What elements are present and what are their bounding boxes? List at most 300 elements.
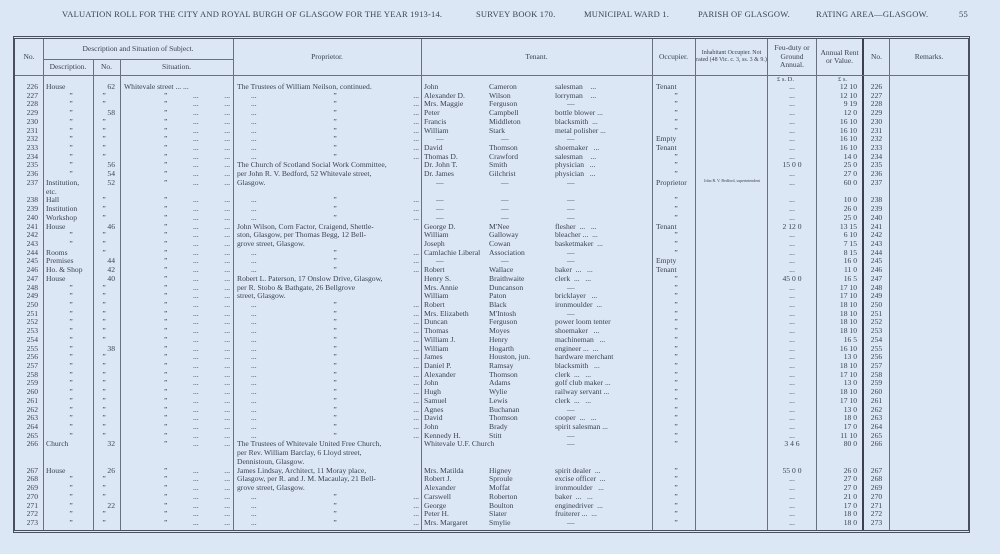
tenant-surname: —: [501, 195, 509, 205]
tenant-surname: Higney: [489, 465, 512, 475]
occupier: ”: [674, 195, 678, 205]
tenant-surname: Smylie: [489, 517, 511, 527]
tenant-first-name: John: [424, 82, 439, 91]
proprietor: [237, 205, 419, 214]
description: ”: [69, 352, 73, 362]
feu-duty: ...: [789, 352, 795, 362]
ellipsis: ...: [224, 509, 230, 519]
occupier: ”: [674, 517, 678, 527]
description: ”: [69, 422, 73, 432]
occupier: ”: [674, 116, 678, 126]
ellipsis: ...: [192, 256, 199, 266]
ditto-mark: ”: [333, 326, 337, 336]
house-number: ”: [102, 517, 106, 527]
row-no-right: 229: [870, 108, 883, 118]
tenant-surname: Thomson: [489, 413, 518, 423]
ditto-mark: ”: [333, 404, 337, 414]
row-no-right: 268: [870, 474, 883, 484]
row-no: 262: [26, 404, 38, 414]
tenant-first-name: William: [424, 230, 449, 240]
ditto-mark: ”: [164, 230, 168, 240]
proprietor: [237, 196, 419, 205]
ellipsis: ...: [192, 308, 199, 318]
description: ”: [69, 361, 73, 370]
row-no: 247: [26, 273, 38, 283]
ditto-mark: ”: [333, 90, 337, 100]
tenant-surname: Stark: [489, 125, 506, 135]
situation: [124, 318, 230, 327]
row-no-right: 270: [870, 491, 883, 501]
occupier: Tenant: [656, 221, 677, 231]
house-number: ”: [102, 474, 106, 484]
feu-duty: ...: [789, 308, 795, 318]
feu-duty: ...: [789, 212, 795, 222]
ellipsis: ...: [413, 491, 419, 501]
proprietor: grove street, Glasgow.: [237, 238, 305, 248]
situation: [124, 118, 230, 127]
feu-duty: ...: [789, 317, 795, 327]
tenant-first-name: Peter H.: [424, 509, 449, 519]
ellipsis: ...: [413, 151, 419, 161]
feu-duty: ...: [789, 491, 795, 501]
description: ”: [69, 90, 73, 100]
situation: [124, 432, 230, 441]
tenant-occupation: bottle blower ...: [555, 108, 603, 118]
situation: [124, 275, 230, 284]
annual-rent: 17 10: [839, 291, 857, 301]
ellipsis: ...: [192, 378, 199, 388]
proprietor: Robert L. Paterson, 17 Onslow Drive, Glasgow,: [237, 273, 383, 283]
house-number: ”: [102, 230, 106, 240]
annual-rent: 13 0: [843, 404, 857, 414]
ellipsis: ...: [224, 430, 230, 440]
row-no: 229: [26, 108, 38, 118]
ellipsis: ...: [413, 430, 419, 440]
situation: [124, 284, 230, 293]
occupier: ”: [674, 369, 678, 379]
proprietor: [237, 118, 419, 127]
description: ”: [69, 238, 73, 248]
tenant-occupation: golf club maker ...: [555, 378, 611, 388]
ellipsis: ...: [224, 204, 230, 214]
ellipsis: ...: [192, 352, 199, 362]
col-description-group: Description and Situation of Subject.: [82, 43, 194, 53]
row-no-right: 265: [870, 430, 883, 440]
ditto-mark: ”: [333, 195, 337, 205]
situation: [124, 414, 230, 423]
tenant-surname: Buchanan: [489, 404, 520, 414]
row-no: 251: [26, 308, 38, 318]
situation: [124, 484, 230, 493]
ditto-mark: ”: [333, 352, 337, 362]
row-no-right: 243: [870, 238, 883, 248]
ellipsis: ...: [413, 413, 419, 423]
annual-rent: 16 5: [843, 334, 857, 344]
tenant-surname: Cowan: [489, 238, 511, 248]
tenant-occupation: clerk ... ...: [555, 395, 592, 405]
occupier: ”: [674, 334, 678, 344]
feu-duty: ...: [789, 238, 795, 248]
tenant-occupation: basketmaker ...: [555, 238, 603, 248]
situation: [124, 467, 230, 476]
feu-duty: ...: [789, 404, 795, 414]
description: Workshop: [46, 212, 78, 222]
ellipsis: ...: [413, 378, 419, 388]
situation: [124, 231, 230, 240]
row-no-right: 240: [870, 212, 883, 222]
row-no: 243: [26, 238, 38, 248]
ellipsis: ...: [224, 273, 230, 283]
situation: [124, 379, 230, 388]
tenant-surname: Wilson: [489, 90, 511, 100]
ellipsis: ...: [251, 317, 257, 327]
description: ”: [69, 387, 73, 397]
feu-duty: ...: [789, 134, 795, 144]
house-number: ”: [102, 308, 106, 318]
feu-duty: ...: [789, 108, 795, 118]
ditto-mark: ”: [164, 308, 168, 318]
feu-duty: ...: [789, 195, 795, 205]
ditto-mark: ”: [164, 99, 168, 109]
tenant-surname: Stitt: [489, 430, 502, 440]
tenant-occupation: —: [567, 195, 575, 205]
situation: [124, 100, 230, 109]
ellipsis: ...: [224, 500, 230, 510]
description: House: [46, 273, 66, 283]
ellipsis: ...: [251, 422, 257, 432]
col-description: Description.: [49, 61, 87, 71]
feu-duty: ...: [789, 517, 795, 527]
proprietor: [237, 423, 419, 432]
situation: [124, 179, 230, 188]
house-number: ”: [102, 483, 106, 493]
annual-rent: 13 0: [843, 378, 857, 388]
tenant-occupation: ironmoulder ...: [555, 483, 604, 493]
annual-rent: 18 10: [839, 308, 857, 318]
ditto-mark: ”: [333, 143, 337, 153]
situation: [124, 388, 230, 397]
situation: [124, 109, 230, 118]
ellipsis: ...: [192, 517, 199, 527]
ellipsis: ...: [192, 204, 199, 214]
col-number: No.: [100, 61, 113, 71]
occupier: Tenant: [656, 265, 677, 275]
tenant-surname: Gilchrist: [489, 169, 516, 179]
tenant-surname: Moffat: [489, 483, 510, 493]
tenant-surname: Black: [489, 299, 507, 309]
ellipsis: ...: [413, 299, 419, 309]
ellipsis: ...: [251, 247, 257, 257]
annual-rent: 7 15: [843, 238, 857, 248]
ellipsis: ...: [224, 317, 230, 327]
ellipsis: ...: [192, 134, 199, 144]
ellipsis: ...: [224, 238, 230, 248]
ditto-mark: ”: [164, 177, 168, 187]
tenant-first-name: Carswell: [424, 491, 451, 501]
row-no: 241: [26, 221, 38, 231]
occupier: ”: [674, 500, 678, 510]
description: ”: [69, 500, 73, 510]
ellipsis: ...: [192, 483, 199, 493]
feu-duty: ...: [789, 143, 795, 153]
situation: [124, 493, 230, 502]
annual-rent: 17 10: [839, 395, 857, 405]
house-number: ”: [102, 99, 106, 109]
tenant-first-name: William J.: [424, 334, 456, 344]
ellipsis: ...: [224, 247, 230, 257]
ellipsis: ...: [251, 299, 257, 309]
proprietor: [237, 371, 419, 380]
ellipsis: ...: [224, 465, 230, 475]
situation: Whitevale street ... ...: [124, 82, 189, 91]
tenant-first-name: Mrs. Matilda: [424, 465, 464, 475]
ditto-mark: ”: [164, 291, 168, 301]
tenant-occupation: clerk ... ...: [555, 369, 592, 379]
ellipsis: ...: [251, 413, 257, 423]
annual-rent: 18 10: [839, 387, 857, 397]
table-body: [15, 83, 972, 528]
situation: [124, 135, 230, 144]
occupier: ”: [674, 230, 678, 240]
ditto-mark: ”: [164, 500, 168, 510]
proprietor: ston, Glasgow, per Thomas Begg, 12 Bell-: [237, 230, 367, 240]
description: Premises: [46, 256, 74, 266]
description: ”: [69, 230, 73, 240]
parish: PARISH OF GLASGOW.: [698, 9, 791, 19]
ditto-mark: ”: [164, 378, 168, 388]
tenant-occupation: physician ...: [555, 160, 596, 170]
situation: [124, 240, 230, 249]
ditto-mark: ”: [164, 125, 168, 135]
annual-rent: 16 10: [839, 343, 857, 353]
ditto-mark: ”: [333, 500, 337, 510]
tenant-surname: Slater: [489, 509, 507, 519]
description: ”: [69, 308, 73, 318]
tenant-first-name: Camlachie Liberal: [424, 247, 481, 257]
ellipsis: ...: [224, 256, 230, 266]
tenant-first-name: Alexander: [424, 483, 456, 493]
table-row: [15, 249, 972, 258]
ellipsis: ...: [251, 143, 257, 153]
tenant-first-name: Robert: [424, 265, 445, 275]
ditto-mark: ”: [164, 212, 168, 222]
occupier: ”: [674, 352, 678, 362]
table-row: [15, 519, 972, 528]
annual-rent: 16 10: [839, 143, 857, 153]
situation: [124, 292, 230, 301]
ellipsis: ...: [224, 517, 230, 527]
house-number: 62: [107, 82, 115, 91]
ellipsis: ...: [413, 212, 419, 222]
house-number: 46: [107, 221, 115, 231]
roll-title: VALUATION ROLL FOR THE CITY AND ROYAL BURGH OF GLASGOW FOR THE YEAR 1913-14.: [62, 9, 443, 19]
annual-rent: 18 10: [839, 317, 857, 327]
row-no: 270: [26, 491, 38, 501]
tenant-occupation: salesman ...: [555, 82, 597, 91]
ditto-mark: ”: [164, 483, 168, 493]
tenant-occupation: enginedriver ...: [555, 500, 603, 510]
description: ”: [69, 151, 73, 161]
ellipsis: ...: [224, 387, 230, 397]
tenant-first-name: —: [436, 256, 444, 266]
row-no: 230: [26, 116, 38, 126]
situation: [124, 144, 230, 153]
tenant-occupation: power loom tenter: [555, 317, 611, 327]
feu-duty: ...: [789, 422, 795, 432]
description: House: [46, 82, 66, 91]
tenant-surname: Paton: [489, 291, 507, 301]
ellipsis: ...: [192, 465, 199, 475]
tenant-occupation: blacksmith ...: [555, 116, 598, 126]
house-number: ”: [102, 491, 106, 501]
ditto-mark: ”: [164, 517, 168, 527]
situation: [124, 301, 230, 310]
ellipsis: ...: [224, 291, 230, 301]
tenant-first-name: John: [424, 422, 439, 432]
feu-duty: ...: [789, 326, 795, 336]
tenant-surname: Association: [489, 247, 525, 257]
proprietor: [237, 249, 419, 258]
proprietor: The Church of Scotland Social Work Committee,: [237, 160, 387, 170]
proprietor: James Lindsay, Architect, 11 Moray place,: [237, 465, 367, 475]
ellipsis: ...: [224, 151, 230, 161]
table-row: [15, 440, 972, 466]
feu-duty: ...: [789, 413, 795, 423]
proprietor: [237, 310, 419, 319]
feu-units: £ s. D.: [777, 76, 794, 83]
ellipsis: ...: [413, 334, 419, 344]
situation: [124, 397, 230, 406]
situation: [124, 510, 230, 519]
occupier: Tenant: [656, 143, 677, 153]
feu-duty: ...: [789, 82, 795, 91]
tenant-first-name: —: [436, 212, 444, 222]
ellipsis: ...: [192, 439, 199, 449]
annual-rent: 17 0: [843, 500, 857, 510]
feu-duty: ...: [789, 299, 795, 309]
col-annual-rent: Annual Rent or Value.: [820, 47, 859, 65]
description: ”: [69, 509, 73, 519]
tenant-occupation: —: [567, 256, 575, 266]
house-number: ”: [102, 413, 106, 423]
row-no: 240: [26, 212, 38, 222]
row-no-right: 232: [870, 134, 883, 144]
row-no: 226: [26, 82, 38, 91]
ellipsis: ...: [251, 517, 257, 527]
description: Hall: [46, 195, 60, 205]
ellipsis: ...: [192, 125, 199, 135]
proprietor: The Trustees of Whitevale United Free Church, per Rev. William Barclay, 6 Lloyd street, Dennistoun, Glasgow.: [237, 439, 382, 466]
row-no-right: 266: [870, 439, 883, 449]
house-number: ”: [102, 134, 106, 144]
ellipsis: ...: [413, 369, 419, 379]
tenant-occupation: metal polisher ...: [555, 125, 606, 135]
ditto-mark: ”: [333, 151, 337, 161]
ditto-mark: ”: [333, 491, 337, 501]
inhabitant-occupier: John R. V. Bedford, superintendent: [703, 177, 761, 183]
feu-duty: ...: [789, 99, 795, 109]
ellipsis: ...: [192, 369, 199, 379]
tenant-first-name: William: [424, 343, 449, 353]
description: Rooms: [46, 247, 68, 257]
row-no: 237: [26, 177, 38, 187]
ditto-mark: ”: [333, 204, 337, 214]
tenant-occupation: —: [567, 308, 575, 318]
annual-rent: 18 10: [839, 299, 857, 309]
ditto-mark: ”: [164, 143, 168, 153]
table-row: [15, 179, 972, 196]
situation: [124, 423, 230, 432]
tenant-occupation: —: [567, 430, 575, 440]
occupier: ”: [674, 273, 678, 283]
ellipsis: ...: [251, 134, 257, 144]
ditto-mark: ”: [164, 265, 168, 275]
ditto-mark: ”: [164, 247, 168, 257]
proprietor: [237, 362, 419, 371]
tenant-first-name: Robert: [424, 299, 445, 309]
ellipsis: ...: [224, 308, 230, 318]
feu-duty: ...: [789, 500, 795, 510]
tenant-first-name: William: [424, 291, 449, 301]
occupier: ”: [674, 509, 678, 519]
ellipsis: ...: [192, 169, 199, 179]
tenant-occupation: lorryman ...: [555, 90, 597, 100]
occupier: ”: [674, 387, 678, 397]
ellipsis: ...: [192, 221, 199, 231]
col-situation: Situation.: [162, 61, 191, 71]
proprietor: Glasgow.: [237, 177, 266, 187]
ellipsis: ...: [413, 125, 419, 135]
proprietor: [237, 109, 419, 118]
tenant-occupation: —: [567, 134, 575, 144]
ditto-mark: ”: [164, 204, 168, 214]
ellipsis: ...: [251, 352, 257, 362]
row-no-right: 246: [870, 265, 883, 275]
tenant-first-name: Henry S.: [424, 273, 451, 283]
ellipsis: ...: [192, 334, 199, 344]
annual-rent: 9 19: [843, 99, 857, 109]
feu-duty: ...: [789, 230, 795, 240]
tenant-occupation: spirit dealer ...: [555, 465, 601, 475]
row-no-right: 260: [870, 387, 883, 397]
ellipsis: ...: [413, 256, 419, 266]
tenant-surname: Moyes: [489, 326, 510, 336]
row-no: 249: [26, 291, 38, 301]
row-no-right: 233: [870, 143, 883, 153]
ellipsis: ...: [224, 483, 230, 493]
feu-duty: ...: [789, 256, 795, 266]
proprietor: grove street, Glasgow.: [237, 483, 305, 493]
tenant-surname: Wylie: [489, 387, 508, 397]
ellipsis: ...: [413, 404, 419, 414]
ellipsis: ...: [251, 500, 257, 510]
ellipsis: ...: [413, 387, 419, 397]
ellipsis: ...: [224, 195, 230, 205]
tenant-first-name: David: [424, 413, 443, 423]
house-number: ”: [102, 404, 106, 414]
situation: [124, 249, 230, 258]
tenant-surname: Hogarth: [489, 343, 514, 353]
tenant-surname: —: [501, 177, 509, 187]
description: ”: [69, 334, 73, 344]
ditto-mark: ”: [333, 334, 337, 344]
row-no-right: 264: [870, 422, 883, 432]
house-number: ”: [102, 291, 106, 301]
proprietor: John Wilson, Corn Factor, Craigend, Shettle-: [237, 221, 374, 231]
ellipsis: ...: [413, 517, 419, 527]
house-number: ”: [102, 282, 106, 292]
ellipsis: ...: [251, 378, 257, 388]
